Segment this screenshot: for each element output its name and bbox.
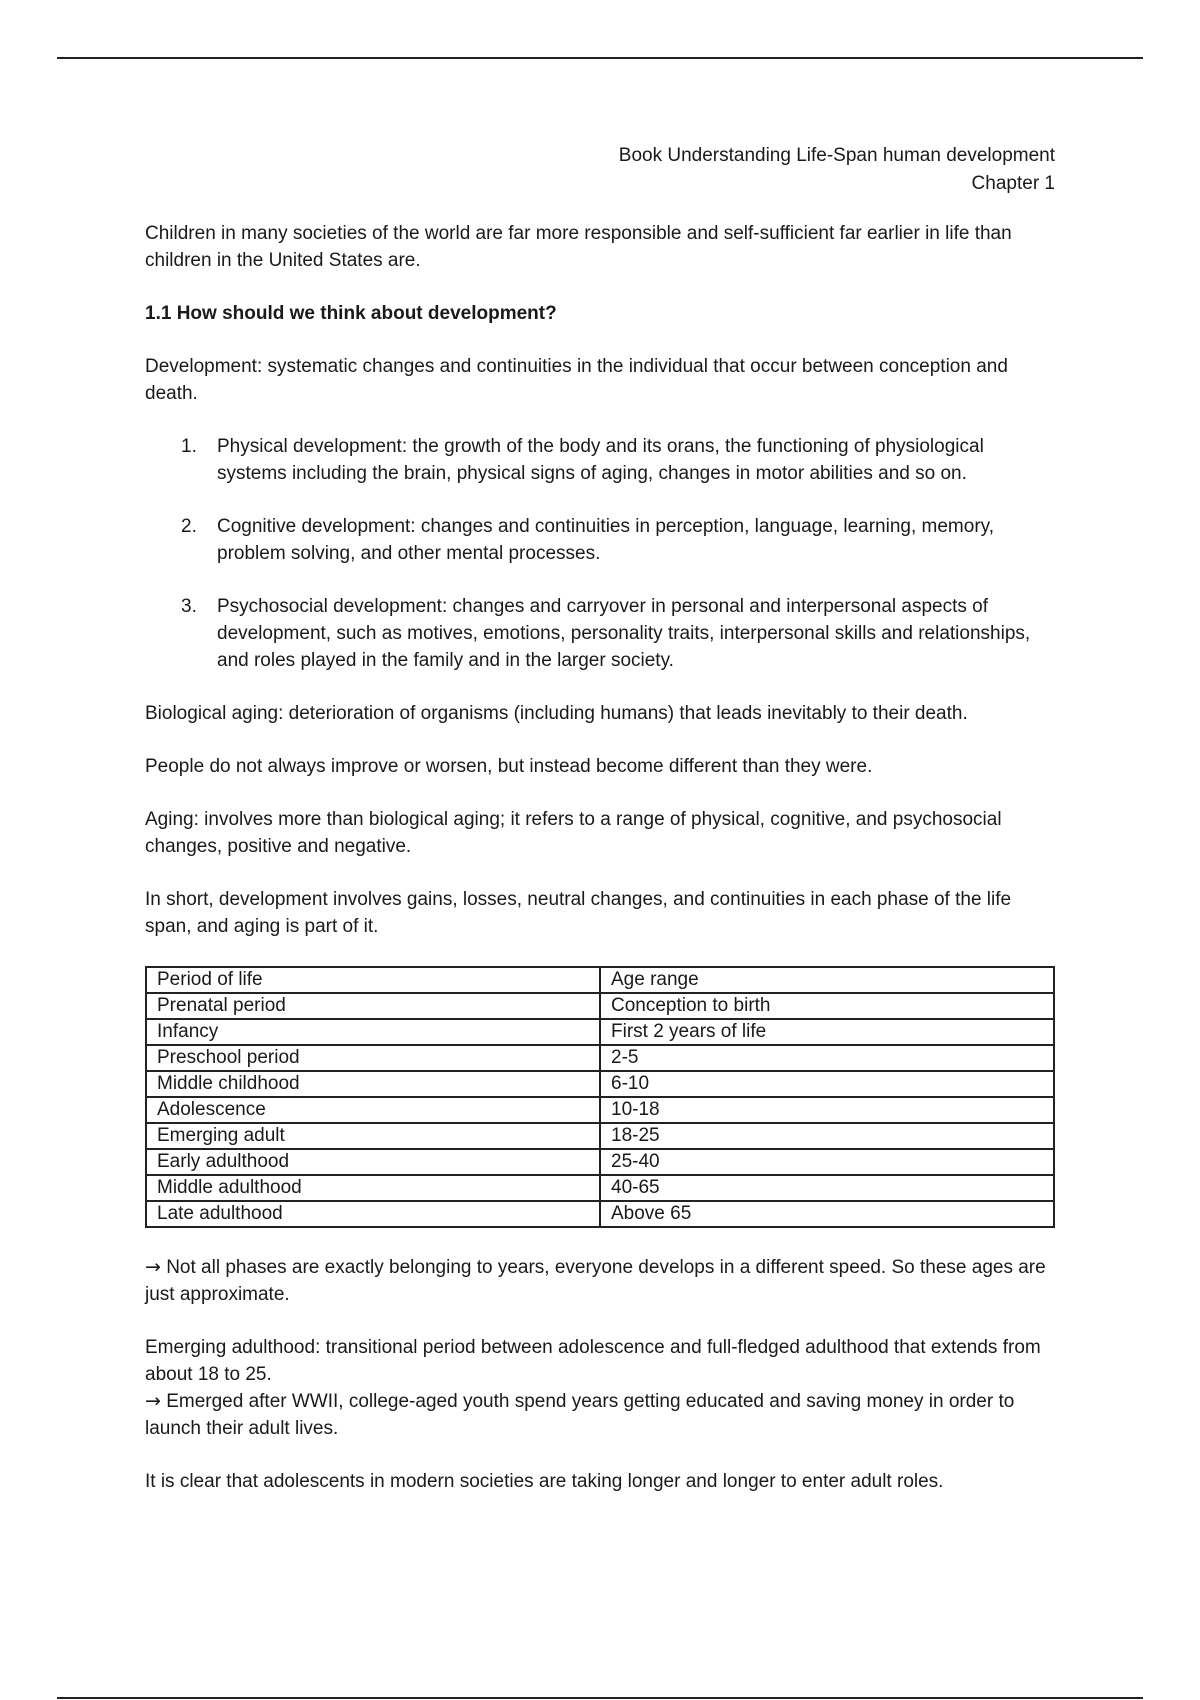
table-cell-period: Middle adulthood bbox=[146, 1175, 600, 1201]
table-cell-period: Prenatal period bbox=[146, 993, 600, 1019]
table-cell-period: Adolescence bbox=[146, 1097, 600, 1123]
conclusion-paragraph: It is clear that adolescents in modern societies are taking longer and longer to enter adult roles. bbox=[145, 1471, 944, 1492]
chapter-line: Chapter 1 bbox=[971, 173, 1055, 194]
table-row bbox=[146, 1019, 1054, 1045]
intro-paragraph: Children in many societies of the world are far more responsible and self-sufficient far earlier in life than children in the United States are. bbox=[145, 223, 1012, 271]
table-cell-age: 6-10 bbox=[600, 1071, 1054, 1097]
list-item-text: Psychosocial development: changes and carryover in personal and interpersonal aspects of development, such as motives, emotions, personality traits, interpersonal skills and relationships, and roles played in the family and in the larger society. bbox=[217, 596, 1031, 671]
emerged-note-text: Emerged after WWII, college-aged youth spend years getting educated and saving money in order to launch their adult lives. bbox=[145, 1391, 1015, 1439]
table-header-row bbox=[146, 967, 1054, 993]
section-heading: 1.1 How should we think about development? bbox=[145, 303, 557, 324]
arrow-icon: → bbox=[145, 1390, 161, 1412]
aging-definition-paragraph: Aging: involves more than biological aging; it refers to a range of physical, cognitive, and psychosocial changes, positive and negative. bbox=[145, 809, 1002, 857]
table-cell-age: 25-40 bbox=[600, 1149, 1054, 1175]
table-row bbox=[146, 1149, 1054, 1175]
list-item-number: 3. bbox=[181, 596, 197, 617]
book-title-line: Book Understanding Life-Span human development bbox=[618, 145, 1055, 166]
emerged-note-paragraph bbox=[145, 1388, 1055, 1442]
table-cell-age: 18-25 bbox=[600, 1123, 1054, 1149]
list-item bbox=[145, 433, 1055, 487]
emerging-adulthood-paragraph: Emerging adulthood: transitional period between adolescence and full-fledged adulthood that extends from about 18 to 25. bbox=[145, 1337, 1041, 1385]
list-item-text: Cognitive development: changes and continuities in perception, language, learning, memory, problem solving, and other mental processes. bbox=[217, 516, 995, 564]
table-row bbox=[146, 993, 1054, 1019]
table-cell-age: 10-18 bbox=[600, 1097, 1054, 1123]
table-row bbox=[146, 1123, 1054, 1149]
phases-note-text: Not all phases are exactly belonging to years, everyone develops in a different speed. So these ages are just approximate. bbox=[145, 1257, 1046, 1305]
table-header-cell: Period of life bbox=[146, 967, 600, 993]
top-rule bbox=[57, 57, 1143, 59]
list-item-number: 1. bbox=[181, 436, 197, 457]
summary-paragraph: In short, development involves gains, losses, neutral changes, and continuities in each phase of the life span, and aging is part of it. bbox=[145, 889, 1012, 937]
bottom-rule bbox=[57, 1697, 1143, 1699]
table-cell-period: Late adulthood bbox=[146, 1201, 600, 1227]
table-row bbox=[146, 1201, 1054, 1227]
list-item bbox=[145, 593, 1055, 674]
phases-note-paragraph bbox=[145, 1254, 1055, 1308]
list-item-number: 2. bbox=[181, 516, 197, 537]
list-item-text: Physical development: the growth of the body and its orans, the functioning of physiological systems including the brain, physical signs of aging, changes in motor abilities and so on. bbox=[217, 436, 984, 484]
table-cell-age: First 2 years of life bbox=[600, 1019, 1054, 1045]
table-header-cell: Age range bbox=[600, 967, 1054, 993]
table-row bbox=[146, 1175, 1054, 1201]
document-header bbox=[145, 142, 1055, 198]
development-definition: Development: systematic changes and continuities in the individual that occur between conception and death. bbox=[145, 356, 1008, 404]
table-cell-period: Infancy bbox=[146, 1019, 600, 1045]
table-cell-age: Conception to birth bbox=[600, 993, 1054, 1019]
table-cell-period: Early adulthood bbox=[146, 1149, 600, 1175]
table-cell-age: 2-5 bbox=[600, 1045, 1054, 1071]
table-cell-age: Above 65 bbox=[600, 1201, 1054, 1227]
table-cell-period: Preschool period bbox=[146, 1045, 600, 1071]
periods-table bbox=[145, 966, 1055, 1228]
table-row bbox=[146, 1097, 1054, 1123]
arrow-icon: → bbox=[145, 1256, 161, 1278]
table-row bbox=[146, 1045, 1054, 1071]
development-types-list bbox=[145, 433, 1055, 674]
table-cell-period: Emerging adult bbox=[146, 1123, 600, 1149]
table-cell-age: 40-65 bbox=[600, 1175, 1054, 1201]
document-page bbox=[145, 142, 1055, 1521]
table-row bbox=[146, 1071, 1054, 1097]
biological-aging-paragraph: Biological aging: deterioration of organisms (including humans) that leads inevitably to their death. bbox=[145, 703, 968, 724]
list-item bbox=[145, 513, 1055, 567]
table-cell-period: Middle childhood bbox=[146, 1071, 600, 1097]
different-note-paragraph: People do not always improve or worsen, but instead become different than they were. bbox=[145, 756, 873, 777]
